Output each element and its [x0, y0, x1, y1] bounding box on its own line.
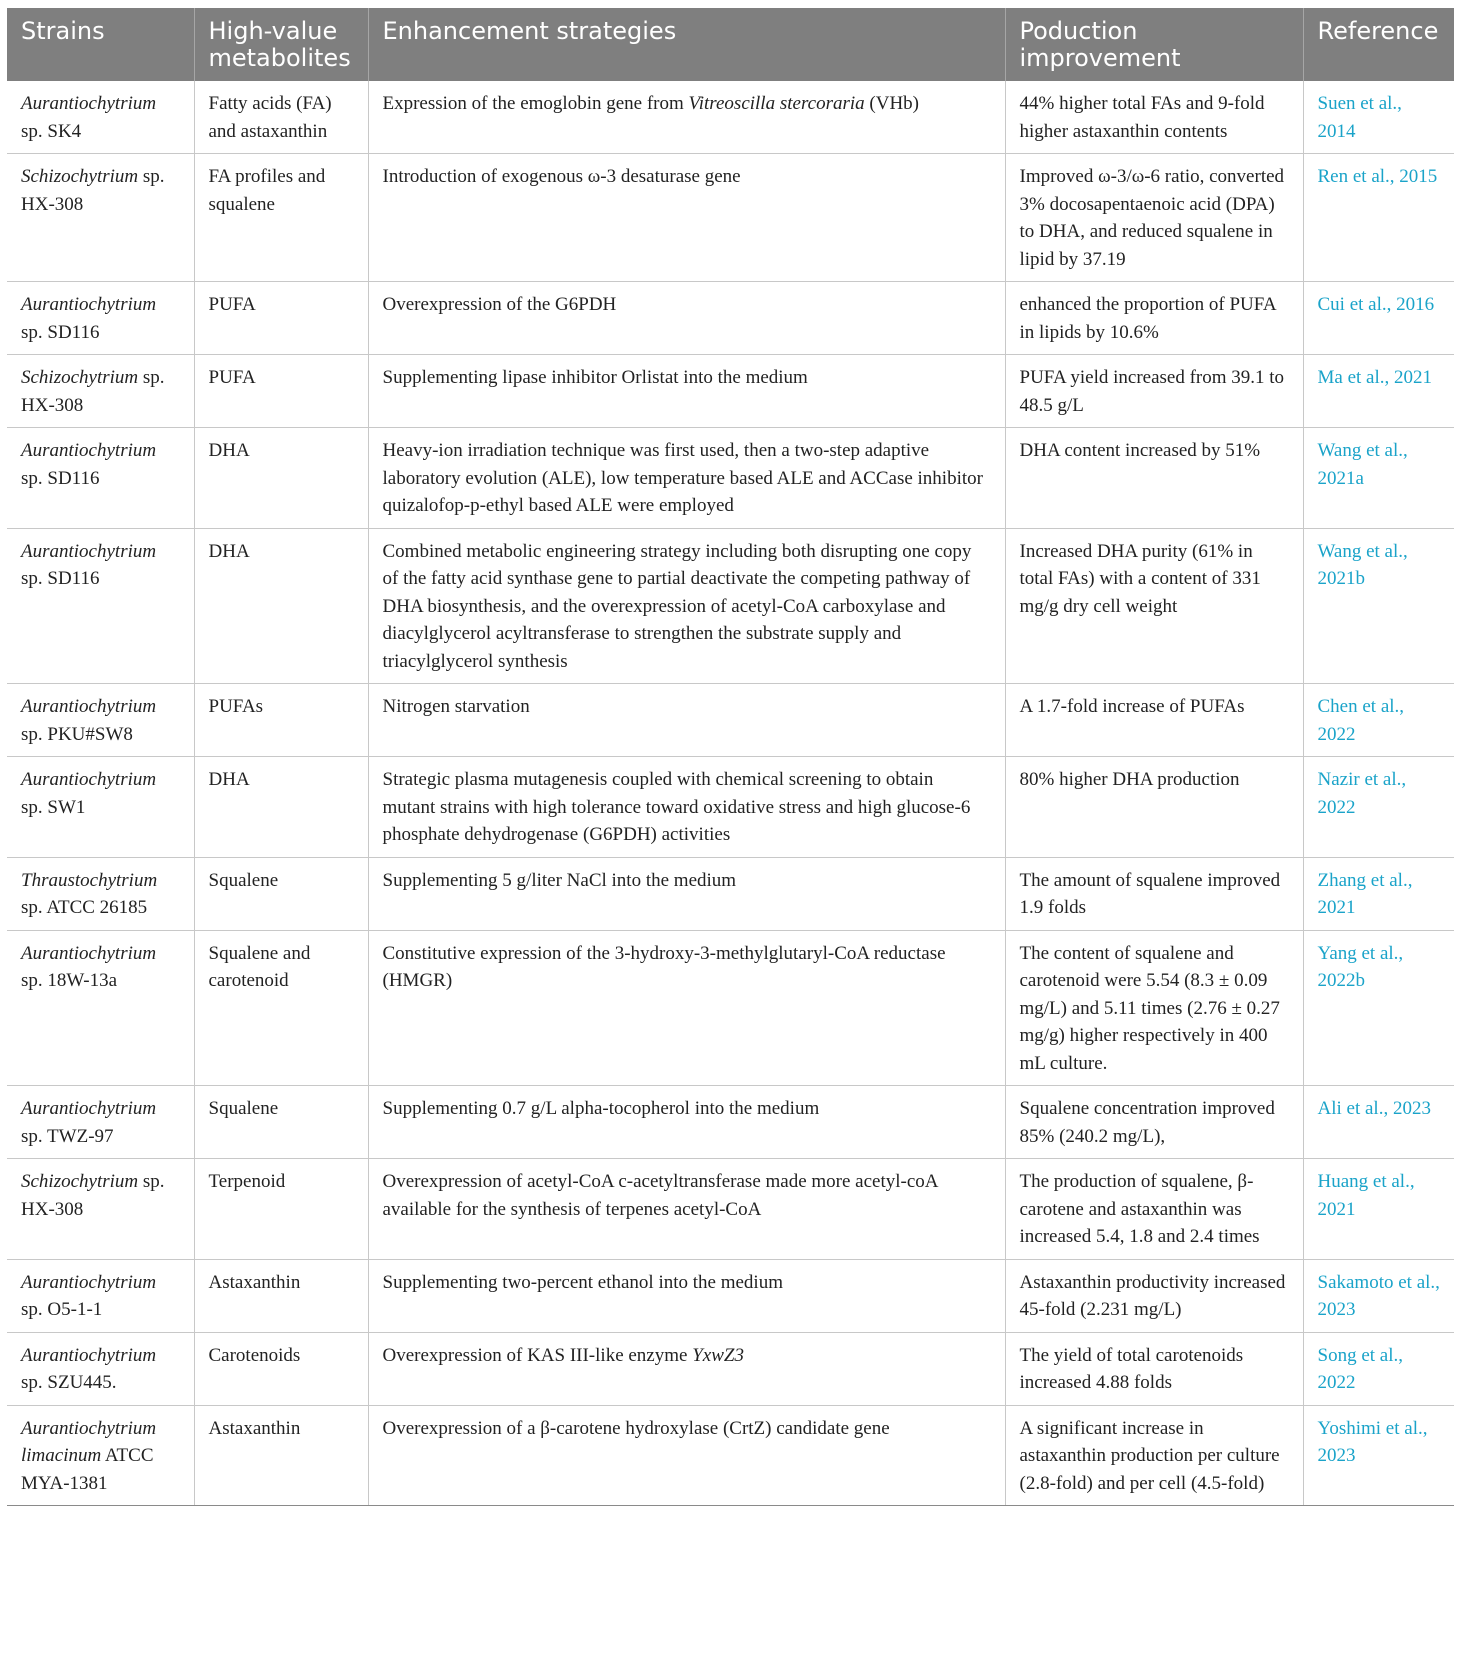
improvement-cell: 80% higher DHA production: [1005, 757, 1303, 858]
strategy-text: Supplementing 5 g/liter NaCl into the medium: [382, 869, 737, 891]
reference-link[interactable]: Chen et al., 2022: [1303, 684, 1454, 757]
improvement-cell: The amount of squalene improved 1.9 folds: [1005, 857, 1303, 930]
reference-link[interactable]: Nazir et al., 2022: [1303, 757, 1454, 858]
strain-cell: [7, 1159, 194, 1260]
improvement-cell: The production of squalene, β-carotene and astaxanthin was increased 5.4, 1.8 and 2.4 times: [1005, 1159, 1303, 1260]
metabolite-cell: Astaxanthin: [194, 1405, 368, 1506]
strain-genus: Aurantiochytrium: [21, 769, 157, 790]
strategy-text-end: (VHb): [864, 93, 919, 114]
table-row: [7, 857, 1454, 930]
strategy-text: Overexpression of a β-carotene hydroxylase (CrtZ) candidate gene: [382, 1417, 890, 1439]
strain-genus: Thraustochytrium: [21, 869, 158, 891]
reference-link[interactable]: Ali et al., 2023: [1303, 1086, 1454, 1159]
strain-genus: Aurantiochytrium: [21, 440, 157, 461]
strategy-cell: [368, 684, 1005, 757]
header-metabolites: High-value metabolites: [194, 8, 368, 81]
strategy-cell: [368, 282, 1005, 355]
metabolite-cell: PUFA: [194, 282, 368, 355]
table-body: [7, 81, 1454, 1506]
strain-designation: sp. 18W-13a: [21, 970, 118, 991]
strain-designation: sp. SD116: [21, 467, 100, 489]
header-strains: Strains: [7, 8, 194, 81]
strain-genus: Aurantiochytrium: [21, 942, 157, 964]
metabolite-cell: Carotenoids: [194, 1332, 368, 1405]
strategy-text: Nitrogen starvation: [382, 696, 530, 717]
improvement-cell: A 1.7-fold increase of PUFAs: [1005, 684, 1303, 757]
strain-genus: Schizochytrium: [21, 367, 139, 388]
strain-designation: sp. TWZ-97: [21, 1125, 114, 1147]
strain-genus: Aurantiochytrium: [21, 1344, 157, 1366]
reference-link[interactable]: Wang et al., 2021b: [1303, 528, 1454, 684]
strain-designation: sp. HX-308: [21, 1171, 165, 1220]
table-row: [7, 1405, 1454, 1506]
strain-designation: ATCC MYA-1381: [21, 1445, 154, 1494]
improvement-cell: PUFA yield increased from 39.1 to 48.5 g/L: [1005, 355, 1303, 428]
strain-cell: [7, 930, 194, 1086]
strain-cell: [7, 528, 194, 684]
metabolite-cell: Fatty acids (FA) and astaxanthin: [194, 81, 368, 154]
improvement-cell: Squalene concentration improved 85% (240.2 mg/L),: [1005, 1086, 1303, 1159]
table-row: [7, 355, 1454, 428]
strain-genus: Aurantiochytrium: [21, 540, 157, 562]
strategy-cell: [368, 154, 1005, 282]
header-strategies: Enhancement strategies: [368, 8, 1005, 81]
strain-designation: sp. O5-1-1: [21, 1299, 103, 1320]
improvement-cell: Increased DHA purity (61% in total FAs) with a content of 331 mg/g dry cell weight: [1005, 528, 1303, 684]
metabolite-cell: Astaxanthin: [194, 1259, 368, 1332]
strain-cell: [7, 684, 194, 757]
table-row: [7, 1159, 1454, 1260]
table-row: [7, 1259, 1454, 1332]
metabolite-cell: DHA: [194, 428, 368, 529]
table-row: [7, 528, 1454, 684]
reference-link[interactable]: Sakamoto et al., 2023: [1303, 1259, 1454, 1332]
strategy-cell: [368, 1405, 1005, 1506]
strain-cell: [7, 282, 194, 355]
strain-designation: sp. ATCC 26185: [21, 897, 148, 918]
strain-cell: [7, 1332, 194, 1405]
strain-designation: sp. SD116: [21, 321, 100, 343]
strategy-text: Strategic plasma mutagenesis coupled with chemical screening to obtain mutant strains with high tolerance toward oxidative stress and high glucose-6 phosphate dehydrogenase (G6PDH) activities: [382, 769, 971, 845]
header-row: [7, 8, 1454, 81]
reference-link[interactable]: Huang et al., 2021: [1303, 1159, 1454, 1260]
strain-cell: [7, 757, 194, 858]
reference-link[interactable]: Zhang et al., 2021: [1303, 857, 1454, 930]
table-row: [7, 684, 1454, 757]
strategy-text: Constitutive expression of the 3-hydroxy-3-methylglutaryl-CoA reductase (HMGR): [382, 942, 946, 991]
strategy-text: Overexpression of the G6PDH: [382, 294, 617, 315]
strategy-text: Expression of the emoglobin gene from: [382, 93, 689, 114]
improvement-cell: enhanced the proportion of PUFA in lipids by 10.6%: [1005, 282, 1303, 355]
table-row: [7, 1086, 1454, 1159]
strategy-cell: [368, 428, 1005, 529]
improvement-cell: Astaxanthin productivity increased 45-fold (2.231 mg/L): [1005, 1259, 1303, 1332]
strain-cell: [7, 1405, 194, 1506]
metabolite-cell: Squalene: [194, 1086, 368, 1159]
strain-genus: Schizochytrium: [21, 1171, 139, 1192]
header-reference: Reference: [1303, 8, 1454, 81]
table-row: [7, 282, 1454, 355]
strategy-cell: [368, 528, 1005, 684]
table-row: [7, 154, 1454, 282]
strain-cell: [7, 1086, 194, 1159]
strain-cell: [7, 154, 194, 282]
strategy-text: Heavy-ion irradiation technique was first used, then a two-step adaptive laboratory evolution (ALE), low temperature based ALE and ACCase inhibitor quizalofop-p-ethyl based ALE were employed: [382, 440, 983, 516]
metabolite-cell: PUFA: [194, 355, 368, 428]
strategy-text: Supplementing lipase inhibitor Orlistat into the medium: [382, 367, 808, 388]
strain-cell: [7, 857, 194, 930]
metabolite-cell: PUFAs: [194, 684, 368, 757]
metabolite-cell: DHA: [194, 757, 368, 858]
table-row: [7, 757, 1454, 858]
reference-link[interactable]: Suen et al., 2014: [1303, 81, 1454, 154]
strain-designation: sp. PKU#SW8: [21, 723, 133, 745]
reference-link[interactable]: Ma et al., 2021: [1303, 355, 1454, 428]
strains-table: [7, 8, 1454, 1506]
table-row: [7, 930, 1454, 1086]
strategy-text: Combined metabolic engineering strategy including both disrupting one copy of the fatty acid synthase gene to partial deactivate the competing pathway of DHA biosynthesis, and the overexpression of acetyl-CoA carboxylase and diacylglycerol acyltransferase to strengthen the substrate supply and triacylglycerol synthesis: [382, 540, 972, 672]
strategy-cell: [368, 355, 1005, 428]
strategy-text: Overexpression of acetyl-CoA c-acetyltransferase made more acetyl-coA available for the synthesis of terpenes acetyl-CoA: [382, 1171, 938, 1220]
strain-cell: [7, 81, 194, 154]
strain-cell: [7, 355, 194, 428]
strain-designation: sp. SD116: [21, 568, 100, 589]
strategy-species: Vitreoscilla stercoraria: [688, 93, 865, 114]
header-improvement: Poduction improvement: [1005, 8, 1303, 81]
strain-designation: sp. SW1: [21, 796, 86, 818]
table-row: [7, 1332, 1454, 1405]
strain-designation: sp. HX-308: [21, 166, 165, 215]
strategy-cell: [368, 1332, 1005, 1405]
table-container: [7, 8, 1454, 1506]
strain-designation: sp. HX-308: [21, 367, 165, 416]
strategy-text: Overexpression of KAS III-like enzyme: [382, 1344, 693, 1366]
strategy-cell: [368, 1086, 1005, 1159]
table-row: [7, 81, 1454, 154]
strategy-cell: [368, 81, 1005, 154]
strain-genus: Aurantiochytrium: [21, 696, 157, 717]
metabolite-cell: FA profiles and squalene: [194, 154, 368, 282]
strain-genus: Aurantiochytrium: [21, 294, 157, 315]
strain-genus: Aurantiochytrium: [21, 93, 157, 114]
improvement-cell: A significant increase in astaxanthin production per culture (2.8-fold) and per cell (4.5-fold): [1005, 1405, 1303, 1506]
improvement-cell: The content of squalene and carotenoid were 5.54 (8.3 ± 0.09 mg/L) and 5.11 times (2.76 ± 0.27 mg/g) higher respectively in 400 mL culture.: [1005, 930, 1303, 1086]
metabolite-cell: DHA: [194, 528, 368, 684]
strategy-text: Supplementing 0.7 g/L alpha-tocopherol into the medium: [382, 1098, 820, 1119]
improvement-cell: Improved ω-3/ω-6 ratio, converted 3% docosapentaenoic acid (DPA) to DHA, and reduced squalene in lipid by 37.19: [1005, 154, 1303, 282]
reference-link[interactable]: Yoshimi et al., 2023: [1303, 1405, 1454, 1506]
reference-link[interactable]: Ren et al., 2015: [1303, 154, 1454, 282]
strain-designation: sp. SK4: [21, 120, 82, 142]
strain-genus: Aurantiochytrium limacinum: [21, 1417, 157, 1466]
strategy-cell: [368, 857, 1005, 930]
strategy-cell: [368, 930, 1005, 1086]
strain-designation: sp. SZU445.: [21, 1372, 117, 1393]
reference-link[interactable]: Song et al., 2022: [1303, 1332, 1454, 1405]
table-row: [7, 428, 1454, 529]
strain-genus: Aurantiochytrium: [21, 1271, 157, 1293]
strategy-cell: [368, 757, 1005, 858]
strain-cell: [7, 428, 194, 529]
strain-genus: Aurantiochytrium: [21, 1098, 157, 1119]
improvement-cell: 44% higher total FAs and 9-fold higher astaxanthin contents: [1005, 81, 1303, 154]
improvement-cell: DHA content increased by 51%: [1005, 428, 1303, 529]
metabolite-cell: Squalene and carotenoid: [194, 930, 368, 1086]
strategy-species: YxwZ3: [692, 1344, 744, 1366]
strategy-text: Supplementing two-percent ethanol into the medium: [382, 1271, 783, 1293]
strain-cell: [7, 1259, 194, 1332]
reference-link[interactable]: Cui et al., 2016: [1303, 282, 1454, 355]
strain-genus: Schizochytrium: [21, 166, 139, 187]
metabolite-cell: Terpenoid: [194, 1159, 368, 1260]
strategy-text: Introduction of exogenous ω-3 desaturase gene: [382, 166, 741, 187]
metabolite-cell: Squalene: [194, 857, 368, 930]
reference-link[interactable]: Wang et al., 2021a: [1303, 428, 1454, 529]
strategy-cell: [368, 1159, 1005, 1260]
reference-link[interactable]: Yang et al., 2022b: [1303, 930, 1454, 1086]
improvement-cell: The yield of total carotenoids increased 4.88 folds: [1005, 1332, 1303, 1405]
table-header: [7, 8, 1454, 81]
strategy-cell: [368, 1259, 1005, 1332]
